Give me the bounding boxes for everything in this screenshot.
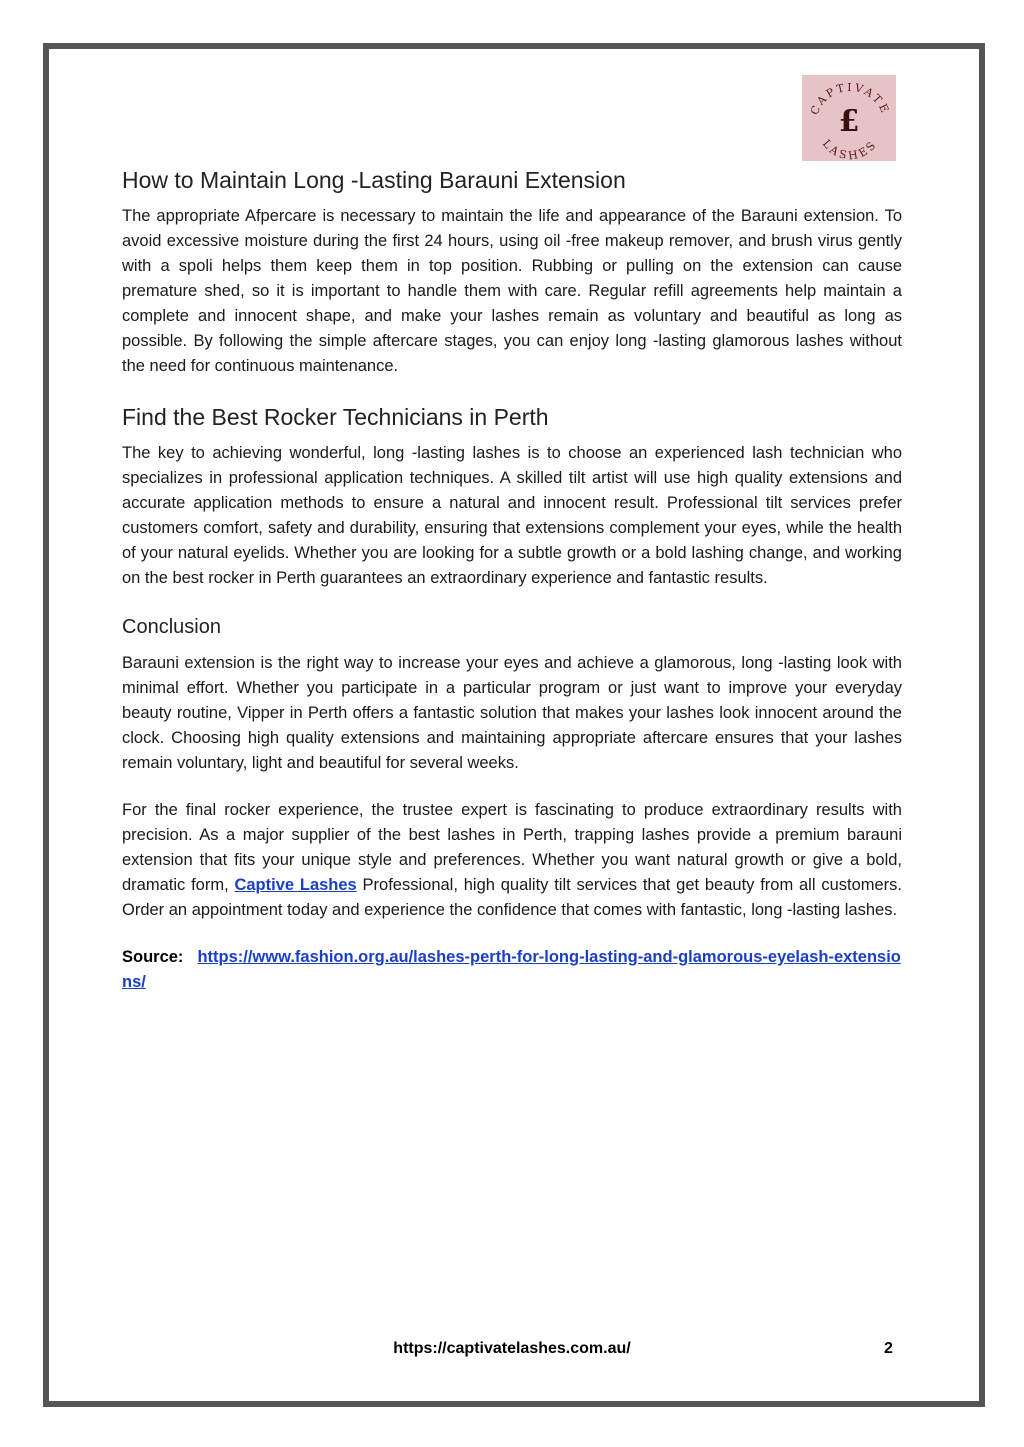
conclusion-text-after-link: Professional, high quality tilt services that get beauty from all customers. Order an appointment today and experience the confidence that comes with fantastic, long -lasting lashes. <box>122 876 903 919</box>
section-heading-technicians: Find the Best Rocker Technicians in Perth <box>122 404 549 430</box>
section-aftercare <box>122 164 902 379</box>
source-link[interactable]: https://www.fashion.org.au/lashes-perth-for-long-lasting-and-glamorous-eyelash-extensions/ <box>122 948 901 991</box>
logo-emblem <box>802 75 896 161</box>
logo-text-bottom: LASHES <box>819 137 881 161</box>
section-conclusion <box>122 613 902 923</box>
conclusion-text-before-link: For the final rocker experience, the trustee expert is fascinating to produce extraordinary results with precision. As a major supplier of the best lashes in Perth, trapping lashes provide a premium barauni extension that fits your unique style and preferences. Whether you want natural growth or give a bold, dramatic form, <box>122 801 902 894</box>
section-heading-aftercare: How to Maintain Long -Lasting Barauni Extension <box>122 167 626 193</box>
source-citation <box>122 945 902 995</box>
conclusion-paragraph-2 <box>122 798 902 923</box>
logo-monogram: £ <box>838 104 860 139</box>
section-paragraph-aftercare: The appropriate Afpercare is necessary to maintain the life and appearance of the Barauni extension. To avoid excessive moisture during the first 24 hours, using oil -free makeup remover, and brush virus gently with a spoli helps them keep them in top position. Rubbing or pulling on the extension can cause premature shed, so it is important to handle them with care. Regular refill agreements help maintain a complete and innocent shape, and make your lashes remain as voluntary and beautiful as long as possible. By following the simple aftercare stages, you can enjoy long -lasting glamorous lashes without the need for continuous maintenance. <box>122 207 902 375</box>
logo-text-top: CAPTIVATE <box>807 80 893 117</box>
section-technicians <box>122 401 902 591</box>
captivate-lashes-logo <box>802 75 896 161</box>
page-number: 2 <box>884 1340 893 1357</box>
captive-lashes-link[interactable]: Captive Lashes <box>234 876 357 894</box>
footer-website-url: https://captivatelashes.com.au/ <box>393 1340 631 1357</box>
source-label: Source: <box>122 948 184 966</box>
section-heading-conclusion: Conclusion <box>122 616 221 638</box>
section-paragraph-technicians: The key to achieving wonderful, long -lasting lashes is to choose an experienced lash technician who specializes in professional application techniques. A skilled tilt artist will use high quality extensions and accurate application methods to ensure a natural and innocent result. Professional tilt services prefer customers comfort, safety and durability, ensuring that extensions complement your eyes, while the health of your natural eyelids. Whether you are looking for a subtle growth or a bold lashing change, and working on the best rocker in Perth guarantees an extraordinary experience and fantastic results. <box>122 444 902 587</box>
document-body <box>122 164 902 995</box>
conclusion-paragraph-1: Barauni extension is the right way to increase your eyes and achieve a glamorous, long -lasting look with minimal effort. Whether you participate in a particular program or just want to improve your everyday beauty routine, Vipper in Perth offers a fantastic solution that makes your lashes look innocent around the clock. Choosing high quality extensions and maintaining appropriate aftercare ensures that your lashes remain voluntary, light and beautiful for several weeks. <box>122 654 902 772</box>
